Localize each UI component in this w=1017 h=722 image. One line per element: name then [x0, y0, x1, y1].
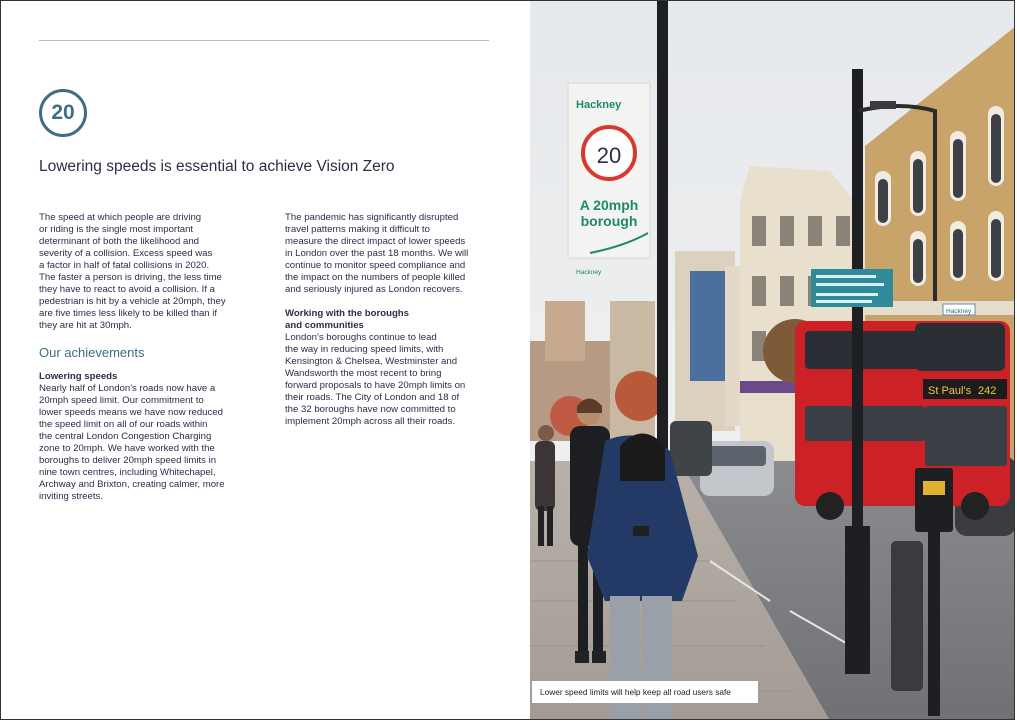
bus-route: 242: [978, 385, 997, 397]
intro-paragraph: The speed at which people are driving or riding is the single most important determinant of both the likelihood and severity of a collision. Excess speed was a factor in half of fatal collisions in 2020. The faster a person is driving, the less time they have to react to avoid a collision. If a pedestrian is hit by a vehicle at 20mph, they are five times less likely to be killed than if they are hit at 30mph.: [39, 212, 226, 331]
page-heading: Lowering speeds is essential to achieve Vision Zero: [39, 158, 395, 175]
page-number-badge: 20: [39, 89, 87, 137]
right-column: [285, 212, 497, 428]
banner-brand: Hackney: [576, 99, 622, 111]
photo-caption: Lower speed limits will help keep all road users safe: [532, 681, 758, 703]
banner-text-line1: A 20mph: [579, 197, 639, 213]
achievements-title: Our achievements: [39, 345, 145, 360]
shop-sign: Hackney: [946, 308, 972, 315]
left-column: [39, 212, 251, 503]
bus-destination: St Paul's: [928, 385, 972, 397]
lowering-speeds-paragraph: Nearly half of London's roads now have a 20mph speed limit. Our commitment to lower speeds means we have now reduced the speed limit on all of our roads within the central London Congestion Charging zone to 20mph. We have worked with the boroughs to deliver 20mph speed limits in nine town centres, including Whitechapel, Archway and Brixton, creating calmer, more inviting streets.: [39, 383, 225, 502]
boroughs-subhead: Working with the boroughs and communities: [285, 308, 409, 331]
boroughs-paragraph: London's boroughs continue to lead the way in reducing speed limits, with Kensington & Chelsea, Westminster and Wandsworth the most recent to bring forward proposals to have 20mph limits on their roads. The City of London and 18 of the 32 boroughs have now committed to implement 20mph across all their roads.: [285, 332, 466, 427]
lowering-speeds-subhead: Lowering speeds: [39, 371, 118, 382]
banner-text-line2: borough: [580, 213, 638, 229]
top-divider: [39, 40, 489, 41]
banner-limit: 20: [596, 143, 622, 168]
pandemic-paragraph: The pandemic has significantly disrupted travel patterns making it difficult to measure the direct impact of lower speeds in London over the past 18 months. We will continue to monitor speed compliance and the impact on the numbers of people killed and seriously injured as London recovers.: [285, 212, 469, 295]
street-photo: [530, 1, 1015, 720]
hackney-banner: [568, 83, 650, 276]
banner-footer: Hackney: [576, 269, 602, 276]
text-page: [1, 1, 529, 720]
red-bus: [795, 321, 1010, 520]
